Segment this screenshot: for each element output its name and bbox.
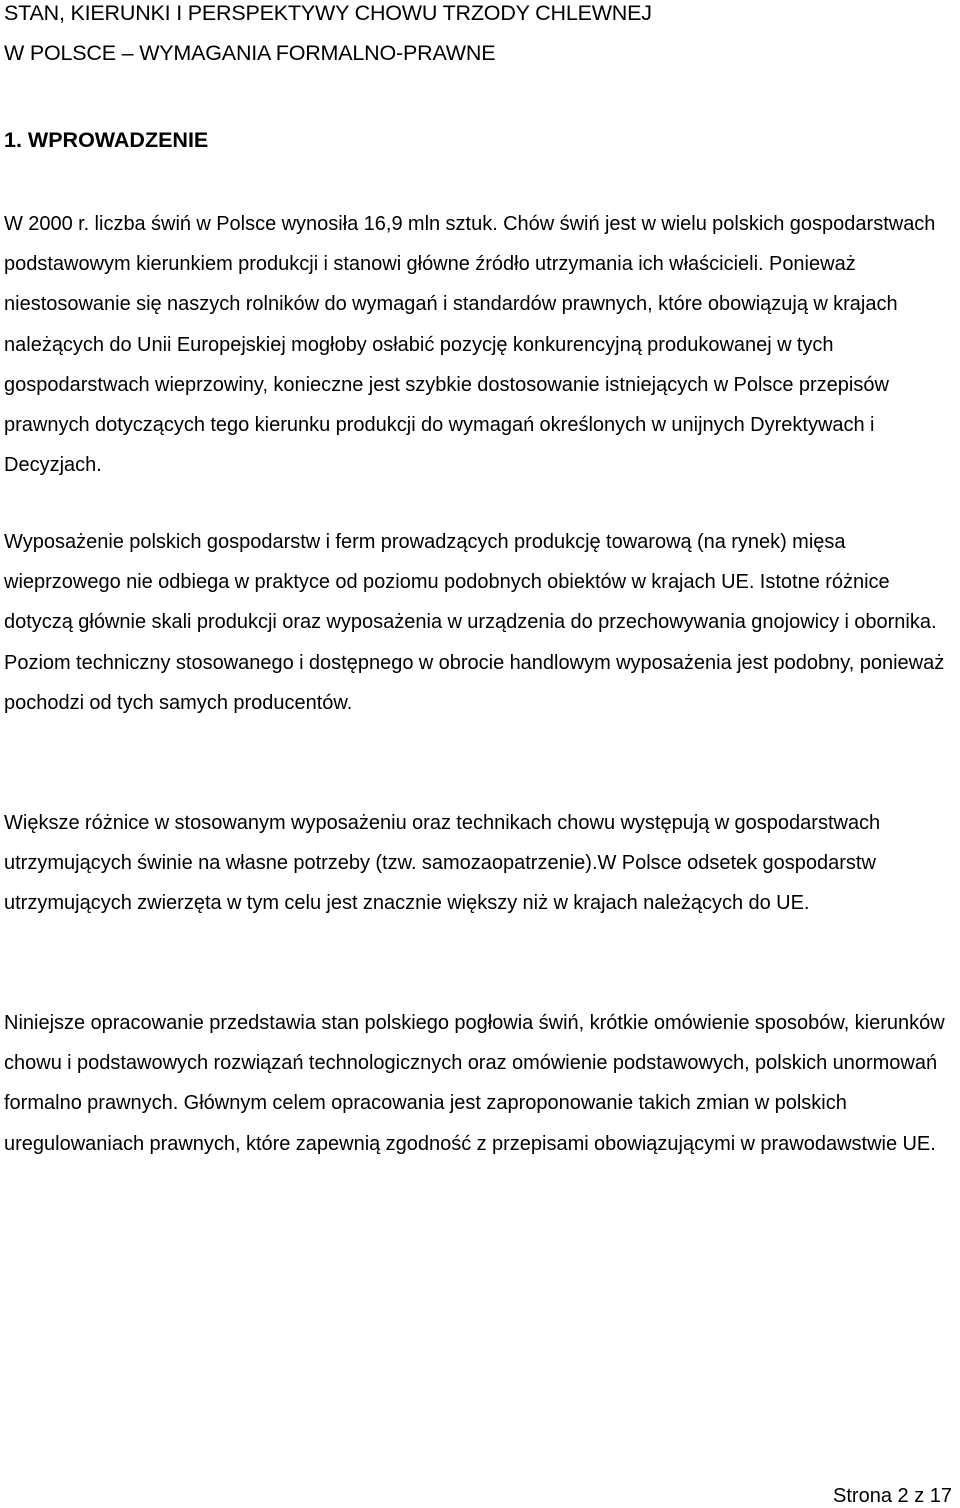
- paragraph-2: Wyposażenie polskich gospodarstw i ferm prowadzących produkcję towarową (na rynek) mięsa wieprzowego nie odbiega w praktyce od poziomu podobnych obiektów w krajach UE. Istotne różnice dotyczą głównie skali produkcji oraz wyposażenia w urządzenia do przechowywania gnojowicy i obornika. Poziom techniczny stosowanego i dostępnego w obrocie handlowym wyposażenia jest podobny, ponieważ pochodzi od tych samych producentów.: [4, 531, 945, 714]
- paragraph-4: Niniejsze opracowanie przedstawia stan polskiego pogłowia świń, krótkie omówienie sposobów, kierunków chowu i podstawowych rozwiązań technologicznych oraz omówienie podstawowych, polskich unormowań formalno prawnych. Głównym celem opracowania jest zaproponowanie takich zmian w polskich uregulowaniach prawnych, które zapewnią zgodność z przepisami obowiązującymi w prawodawstwie UE.: [4, 1012, 945, 1155]
- title-line-1: STAN, KIERUNKI I PERSPEKTYWY CHOWU TRZODY CHLEWNEJ: [4, 1, 652, 25]
- section-heading: 1. WPROWADZENIE: [4, 128, 209, 152]
- paragraph-1: W 2000 r. liczba świń w Polsce wynosiła 16,9 mln sztuk. Chów świń jest w wielu polskich gospodarstwach podstawowym kierunkiem produkcji i stanowi główne źródło utrzymania ich właścicieli. Ponieważ niestosowanie się naszych rolników do wymagań i standardów prawnych, które obowiązują w krajach należących do Unii Europejskiej mogłoby osłabić pozycję konkurencyjną produkowanej w tych gospodarstwach wieprzowiny, konieczne jest szybkie dostosowanie istniejących w Polsce przepisów prawnych dotyczących tego kierunku produkcji do wymagań określonych w unijnych Dyrektywach i Decyzjach.: [4, 213, 936, 477]
- title-line-2: W POLSCE – WYMAGANIA FORMALNO-PRAWNE: [4, 41, 496, 65]
- paragraph-3: Większe różnice w stosowanym wyposażeniu oraz technikach chowu występują w gospodarstwach utrzymujących świnie na własne potrzeby (tzw. samozaopatrzenie).W Polsce odsetek gospodarstw utrzymujących zwierzęta w tym celu jest znacznie większy niż w krajach należących do UE.: [4, 812, 881, 915]
- page-number-footer: Strona 2 z 17: [833, 1485, 952, 1507]
- document-title: [4, 0, 652, 73]
